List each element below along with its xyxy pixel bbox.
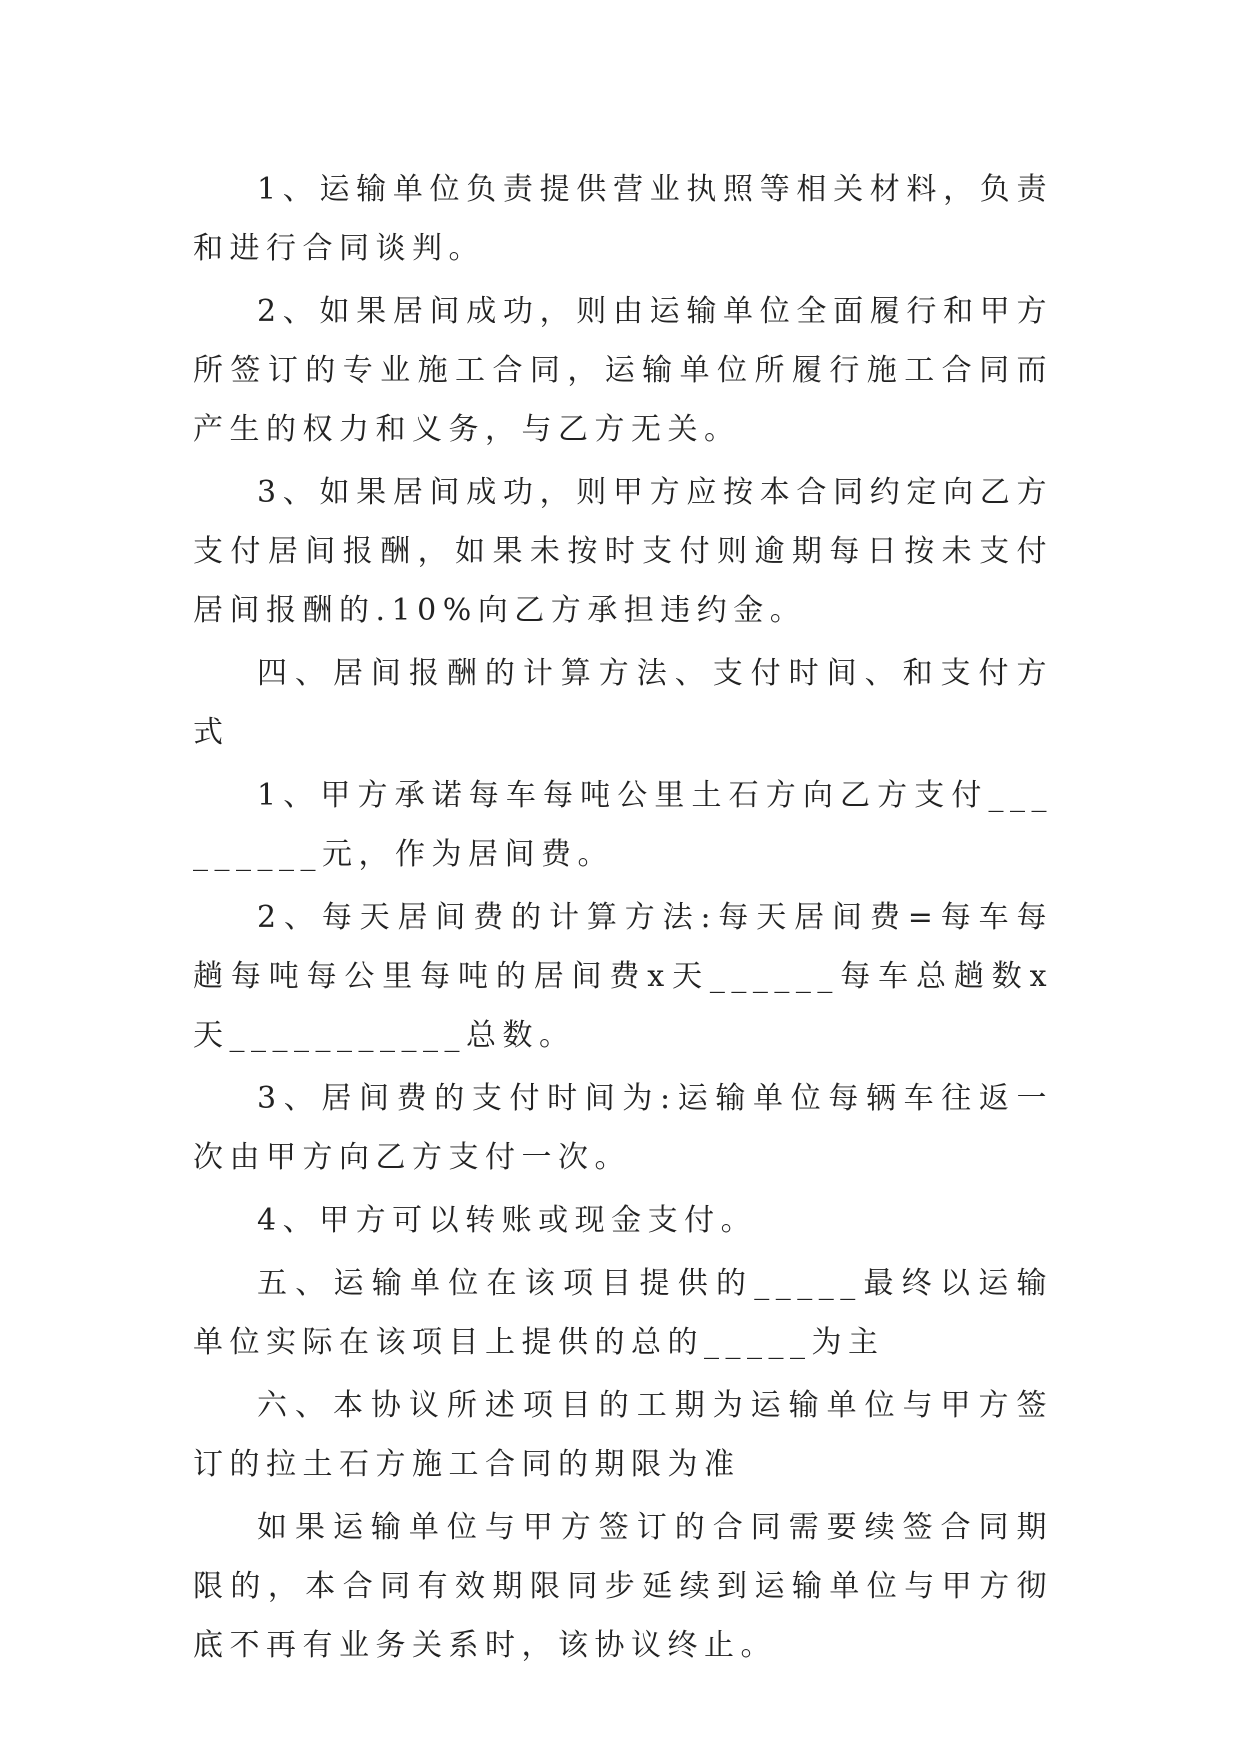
clause-1-materials: 1、运输单位负责提供营业执照等相关材料，负责和进行合同谈判。: [193, 172, 1053, 266]
clause-2-performance: 2、如果居间成功，则由运输单位全面履行和甲方所签订的专业施工合同，运输单位所履行施工合同而产生的权力和义务，与乙方无关。: [193, 294, 1053, 447]
renewal-clause: 如果运输单位与甲方签订的合同需要续签合同期限的，本合同有效期限同步延续到运输单位与甲方彻底不再有业务关系时，该协议终止。: [193, 1510, 1053, 1663]
section-4-item-1: 1、甲方承诺每车每吨公里土石方向乙方支付_________元，作为居间费。: [193, 778, 1053, 872]
clause-3-payment-penalty: 3、如果居间成功，则甲方应按本合同约定向乙方支付居间报酬，如果未按时支付则逾期每日按未支付居间报酬的.10%向乙方承担违约金。: [193, 475, 1053, 628]
section-5: 五、运输单位在该项目提供的_____最终以运输单位实际在该项目上提供的总的_____为主: [193, 1266, 1053, 1360]
section-6: 六、本协议所述项目的工期为运输单位与甲方签订的拉土石方施工合同的期限为准: [193, 1388, 1053, 1482]
section-4-item-3: 3、居间费的支付时间为:运输单位每辆车往返一次由甲方向乙方支付一次。: [193, 1081, 1053, 1175]
document-body: [193, 160, 1053, 1679]
section-4-item-4: 4、甲方可以转账或现金支付。: [257, 1203, 758, 1238]
section-4-item-2: 2、每天居间费的计算方法:每天居间费=每车每趟每吨每公里每吨的居间费x天______每车总趟数x天___________总数。: [193, 900, 1053, 1053]
section-4-heading: 四、居间报酬的计算方法、支付时间、和支付方式: [193, 656, 1053, 750]
